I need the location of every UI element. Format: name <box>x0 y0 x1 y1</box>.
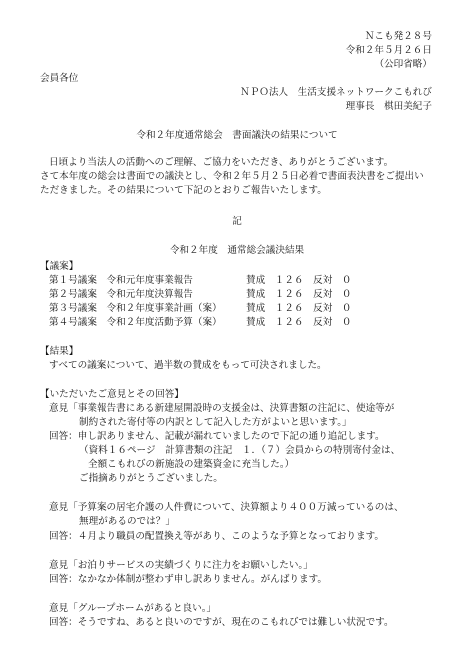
answer-1-line-1: 回答：申し訳ありません、記載が漏れていましたので下記の通り追記します。 <box>49 431 385 442</box>
result-heading: 【結果】 <box>40 346 79 357</box>
sender-organization: ＮＰＯ法人 生活支援ネットワークこもれび <box>240 87 432 98</box>
result-text: すべての議案について、過半数の賛成をもって可決されました。 <box>49 360 327 371</box>
answer-1-line-4: ご指摘ありがとうございました。 <box>79 473 223 484</box>
agenda-item-3-result: 賛成 １２６ 反対 ０ <box>246 303 352 314</box>
opinion-2-line-1: 意見「予算案の居宅介護の人件費について、決算額より４００万減っているのは、 <box>49 502 404 513</box>
answer-1-line-2: （資料１６ページ 計算書類の注記 １．（７）会員からの特別寄付金は、 <box>79 445 401 456</box>
agenda-item-1-label: 第１号議案 令和元年度事業報告 <box>49 275 193 286</box>
opinion-1-line-1: 意見「事業報告書にある新建屋開設時の支援金は、決算書類の注記に、使途等が <box>49 403 395 414</box>
opinion-2-line-2: 無理があるのでは？」 <box>79 516 175 527</box>
ki-marker: 記 <box>232 216 242 227</box>
results-title: 令和２年度 通常総会議決結果 <box>169 245 305 256</box>
agenda-item-2-label: 第２号議案 令和元年度決算報告 <box>49 289 193 300</box>
opinions-heading: 【いただいたご意見とその回答】 <box>40 389 184 400</box>
answer-1-line-3: 全額こもれびの新施設の建築資金に充当した。） <box>88 459 295 470</box>
agenda-item-1-result: 賛成 １２６ 反対 ０ <box>246 275 352 286</box>
opinion-1-line-2: 制約された寄付等の内訳として記入した方がよいと思います。」 <box>79 417 352 428</box>
intro-line-1: 日頃より当法人の活動へのご理解、ご協力をいただき、ありがとうございます。 <box>49 157 394 168</box>
document-number: Ｎこも発２８号 <box>364 31 432 42</box>
agenda-item-4-result: 賛成 １２６ 反対 ０ <box>246 317 352 328</box>
opinion-3: 意見「お泊りサービスの実績づくりに注力をお願いしたい。」 <box>49 560 313 571</box>
agenda-item-4-label: 第４号議案 令和２年度活動予算（案） <box>49 317 222 328</box>
agenda-item-2-result: 賛成 １２６ 反対 ０ <box>246 289 352 300</box>
recipient: 会員各位 <box>40 73 79 84</box>
intro-line-3: ただきました。その結果について下記のとおりご報告いたします。 <box>40 185 327 196</box>
sender-name: 理事長 棋田美紀子 <box>345 101 432 112</box>
opinion-4: 意見「グループホームがあると良い。」 <box>49 603 217 614</box>
agenda-item-3-label: 第３号議案 令和２年度事業計画（案） <box>49 303 222 314</box>
answer-2: 回答：４月より職員の配置換え等があり、このような予算となっております。 <box>49 531 385 542</box>
document-date: 令和２年５月２６日 <box>345 45 432 56</box>
seal-note: （公印省略） <box>374 59 432 70</box>
document-title: 令和２年度通常総会 書面議決の結果について <box>136 130 338 141</box>
answer-4: 回答：そうですね、あると良いのですが、現在のこもれびでは難しい状況です。 <box>49 617 394 628</box>
answer-3: 回答：なかなか体制が整わず申し訳ありません。がんばります。 <box>49 574 328 585</box>
intro-line-2: さて本年度の総会は書面での議決とし、令和２年５月２５日必着で書面表決書をご提出い <box>40 171 424 182</box>
agenda-heading: 【議案】 <box>40 261 79 272</box>
